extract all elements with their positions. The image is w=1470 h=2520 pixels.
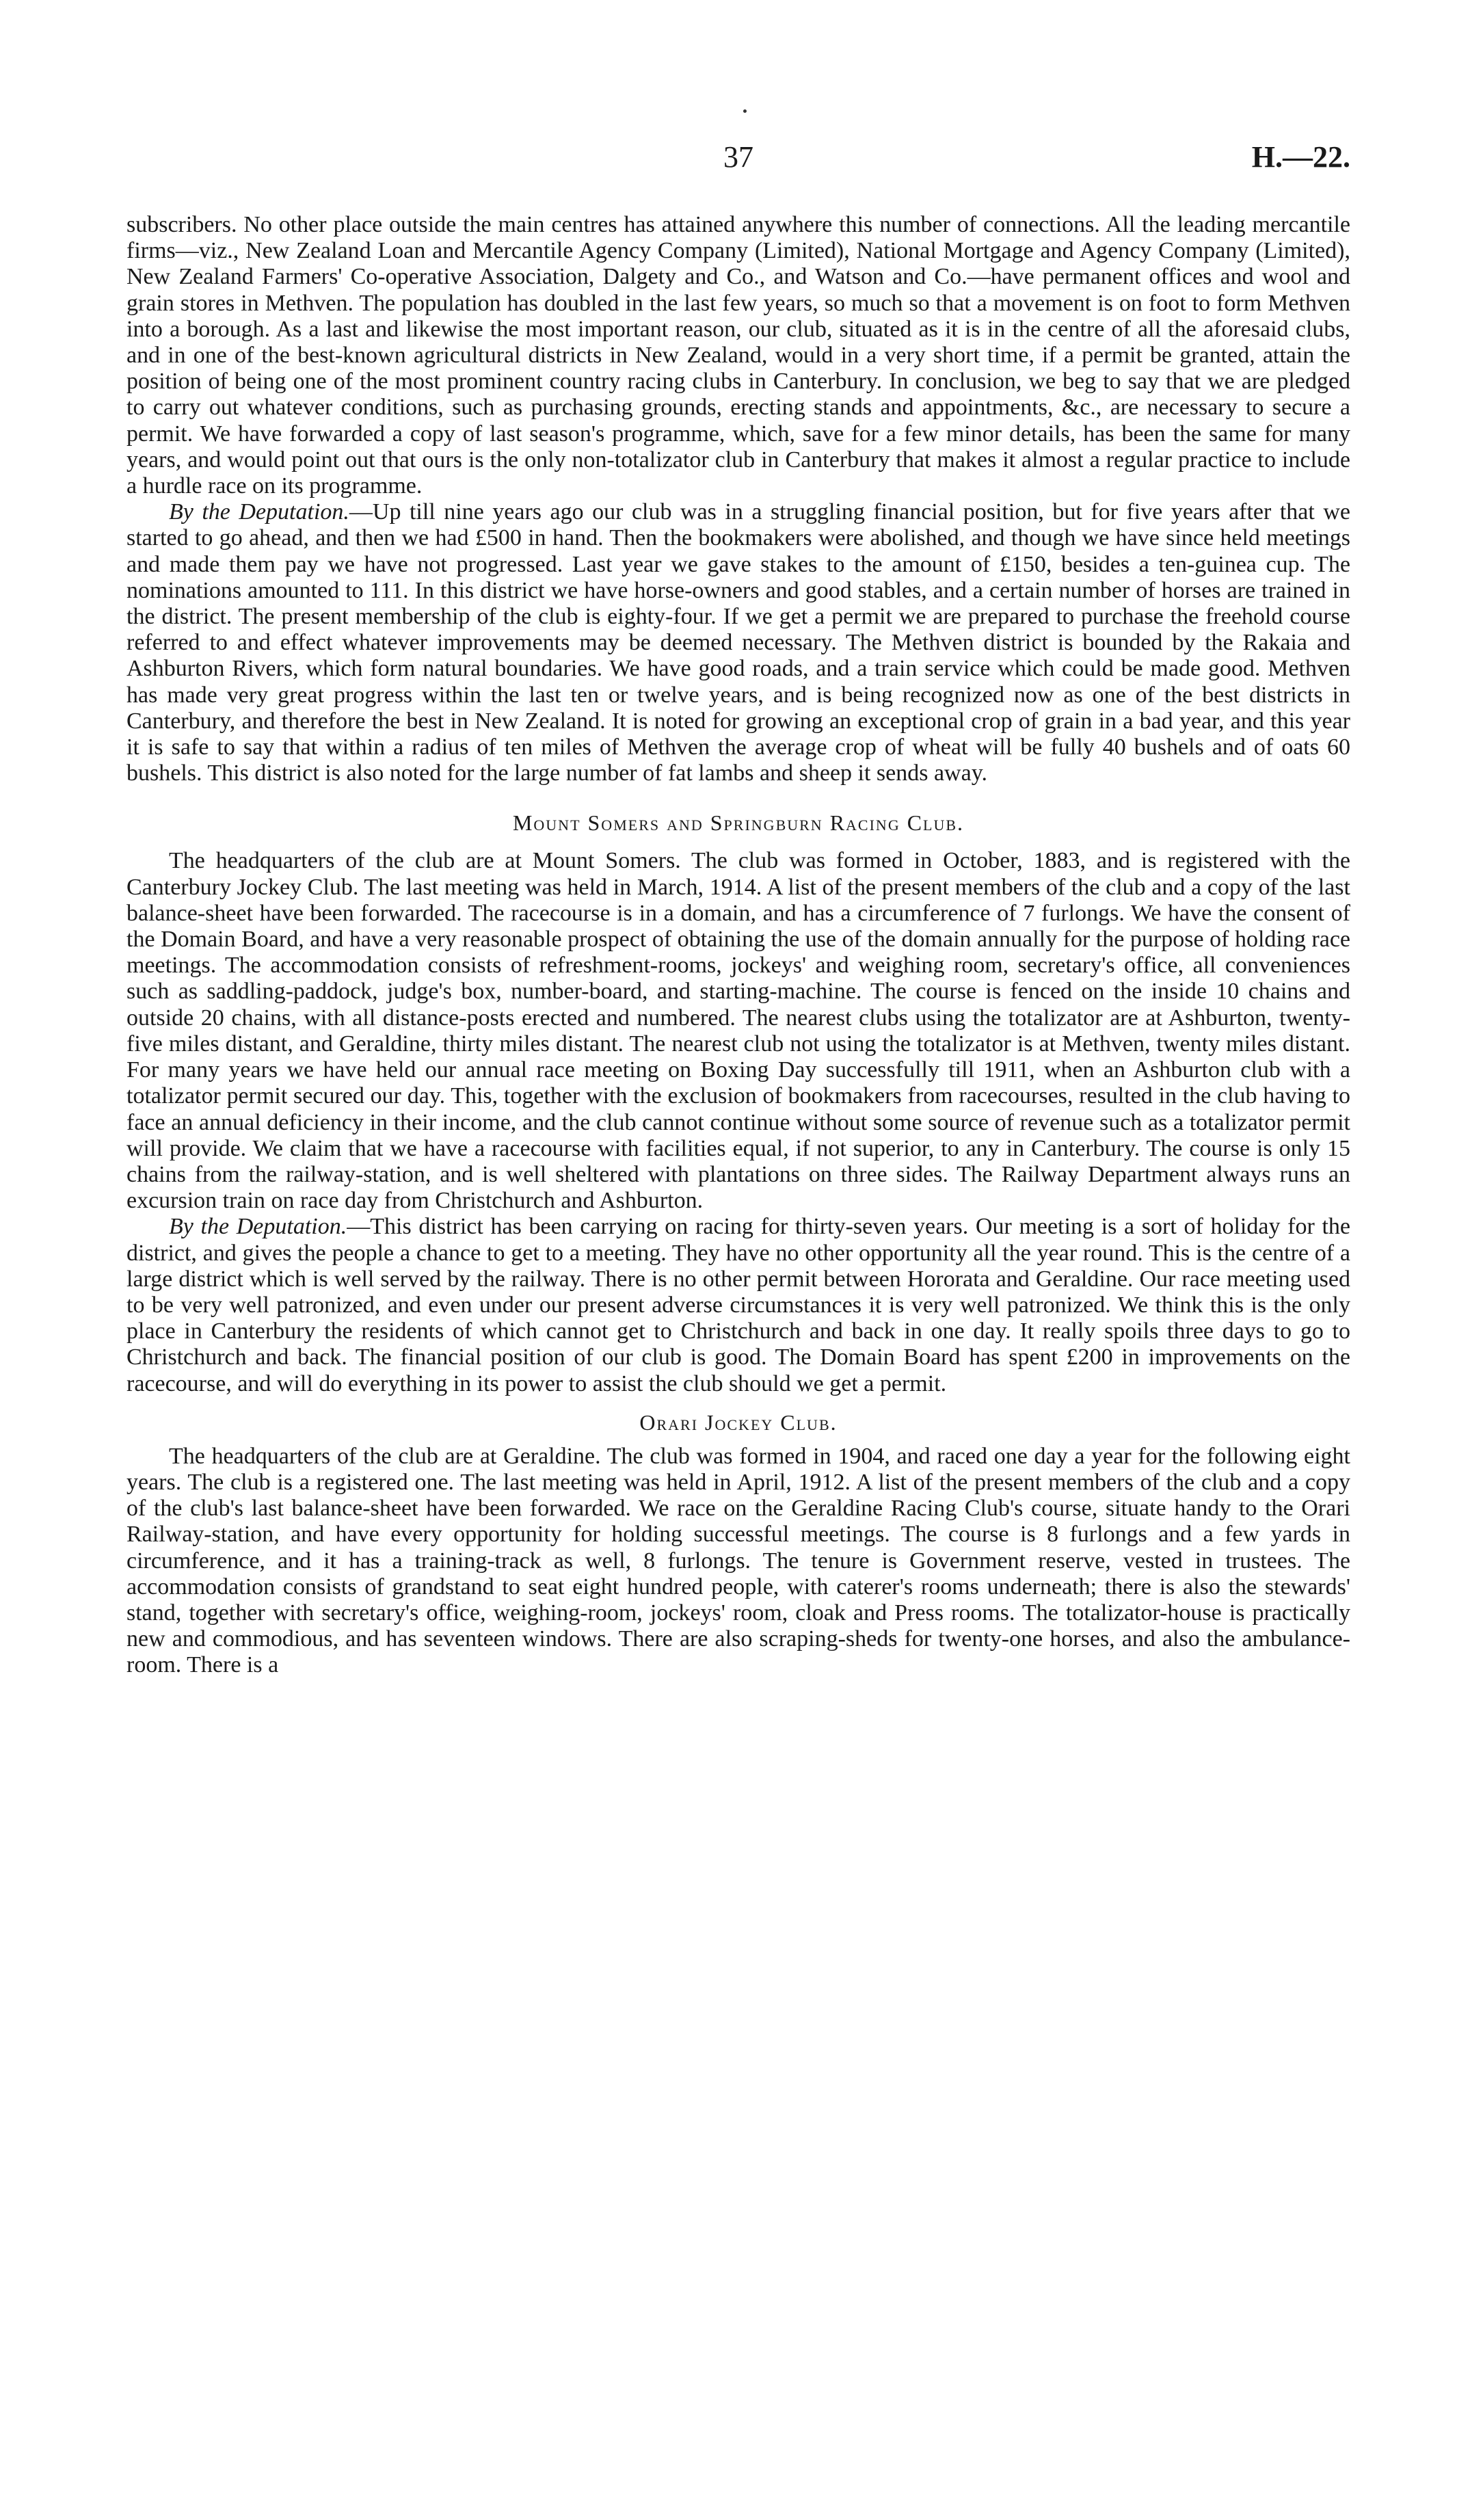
intro-paragraph: subscribers. No other place outside the main centres has attained anywhere this number of connections. All the leading mercantile firms—viz., New Zealand Loan and Mercantile Agency Company (Limited), National Mortgage and Agency Company (Limited), New Zealand Farmers' Co-operative Association, Dalgety and Co., and Watson and Co.—have permanent offices and wool and grain stores in Methven. The population has doubled in the last few years, so much so that a movement is on foot to form Methven into a borough. As a last and likewise the most important reason, our club, situated as it is in the centre of all the aforesaid clubs, and in one of the best-known agricultural districts in New Zealand, would in a very short time, if a permit be granted, attain the position of being one of the most prominent country racing clubs in Canterbury. In conclusion, we beg to say that we are pledged to carry out whatever conditions, such as purchasing grounds, erecting stands and appointments, &c., are necessary to secure a permit. We have forwarded a copy of last season's programme, which, save for a few minor details, has been the same for many years, and would point out that ours is the only non-totalizator club in Canterbury that makes it almost a regular practice to include a hurdle race on its programme. [126,212,1350,499]
mount-somers-paragraph: The headquarters of the club are at Mount Somers. The club was formed in October, 1883, and is registered with the Canterbury Jockey Club. The last meeting was held in March, 1914. A list of the present members of the club and a copy of the last balance-sheet have been forwarded. The racecourse is in a domain, and has a circumference of 7 furlongs. We have the consent of the Domain Board, and have a very reasonable prospect of obtaining the use of the domain annually for the purpose of holding race meetings. The accommodation consists of refreshment-rooms, jockeys' and weighing room, secretary's office, all conveniences such as saddling-paddock, judge's box, number-board, and starting-machine. The course is fenced on the inside 10 chains and outside 20 chains, with all distance-posts erected and numbered. The nearest clubs using the totalizator are at Ashburton, twenty-five miles distant, and Geraldine, thirty miles distant. The nearest club not using the totalizator is at Methven, twenty miles distant. For many years we have held our annual race meeting on Boxing Day successfully till 1911, when an Ashburton club with a totalizator permit secured our day. This, together with the exclusion of bookmakers from racecourses, resulted in the club having to face an annual deficiency in their income, and the club cannot continue without some source of revenue such as a totalizator permit will provide. We claim that we have a racecourse with facilities equal, if not superior, to any in Canterbury. The course is only 15 chains from the railway-station, and is well sheltered with plantations on three sides. The Railway Department always runs an excursion train on race day from Christchurch and Ashburton. [126,848,1350,1214]
section-heading-mount-somers: Mount Somers and Springburn Racing Club. [512,810,965,836]
page-body [126,212,1350,1679]
orari-paragraph: The headquarters of the club are at Geraldine. The club was formed in 1904, and raced one day a year for the following eight years. The club is a registered one. The last meeting was held in April, 1912. A list of the present members of the club and a copy of the club's last balance-sheet have been forwarded. We race on the Geraldine Racing Club's course, situate handy to the Orari Railway-station, and have every opportunity for holding successful meetings. The course is 8 furlongs and a few yards in circumference, and it has a training-track as well, 8 furlongs. The tenure is Government reserve, vested in trustees. The accommodation consists of grandstand to seat eight hundred people, with caterer's rooms underneath; there is also the stewards' stand, together with secretary's office, weighing-room, jockeys' room, cloak and Press rooms. The totalizator-house is practically new and commodious, and has seventeen windows. There are also scraping-sheds for twenty-one horses, and also the ambulance-room. There is a [126,1443,1350,1678]
deputation-paragraph-methven [126,499,1350,786]
deputation-text: —This district has been carrying on racing for thirty-seven years. Our meeting is a sort of holiday for the district, and gives the people a chance to get to a meeting. They have no other opportunity all the year round. This is the centre of a large district which is well served by the railway. There is no other permit between Hororata and Geraldine. Our race meeting used to be very well patronized, and even under our present adverse circumstances it is very well patronized. We think this is the only place in Canterbury the residents of which cannot get to Christchurch and back in one day. It really spoils three days to go to Christchurch and back. The financial position of our club is good. The Domain Board has spent £200 in improvements on the racecourse, and will do everything in its power to assist the club should we get a permit. [126,1214,1351,1396]
section-heading-orari: Orari Jockey Club. [639,1409,838,1435]
document-page [126,0,1350,2520]
deputation-text: —Up till nine years ago our club was in a struggling financial position, but for five years after that we started to go ahead, and then we had £500 in hand. Then the bookmakers were abolished, and though we have since held meetings and made them pay we have not progressed. Last year we gave stakes to the amount of £150, besides a ten-guinea cup. The nominations amounted to 111. In this district we have horse-owners and good stables, and a certain number of horses are trained in the district. The present membership of the club is eighty-four. If we get a permit we are prepared to purchase the freehold course referred to and effect whatever improvements may be deemed necessary. The Methven district is bounded by the Rakaia and Ashburton Rivers, which form natural boundaries. We have good roads, and a train service which could be made good. Methven has made very great progress within the last ten or twelve years, and is being recognized now as one of the best districts in Canterbury, and therefore the best in New Zealand. It is noted for growing an exceptional crop of grain in a bad year, and this year it is safe to say that within a radius of ten miles of Methven the average crop of wheat will be fully 40 bushels and of oats 60 bushels. This district is also noted for the large number of fat lambs and sheep it sends away. [126,499,1350,786]
deputation-paragraph-mount-somers [126,1214,1350,1396]
page-number: 37 [723,140,753,174]
page-header [126,137,1350,178]
deputation-lead: By the Deputation. [169,1214,347,1240]
document-reference: H.—22. [1251,140,1350,174]
deputation-lead: By the Deputation. [169,499,349,525]
stray-ink-mark [743,109,747,113]
